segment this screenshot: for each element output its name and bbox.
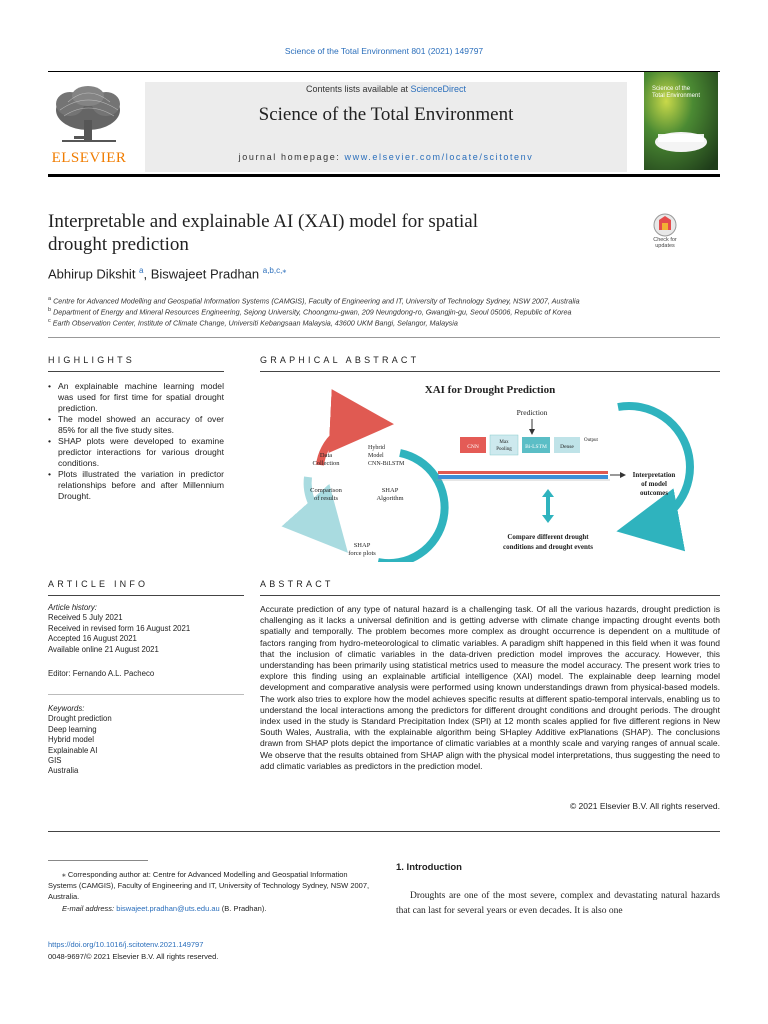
keyword-item[interactable]: Australia	[48, 766, 79, 776]
highlights-rule	[48, 371, 224, 372]
email-suffix: (B. Pradhan).	[219, 904, 267, 913]
corresponding-footnote	[48, 869, 378, 902]
history-revised: Received in revised form 16 August 2021	[48, 623, 191, 633]
ga-interpretation-arc	[618, 406, 690, 527]
history-label: Article history:	[48, 603, 97, 612]
author-1[interactable]: Abhirup Dikshit	[48, 266, 140, 282]
ga-double-arrow	[542, 489, 554, 523]
ga-data-collection-2: Collection	[312, 460, 340, 467]
ga-interp-1: Interpretation	[632, 471, 676, 479]
introduction-text	[396, 889, 720, 918]
journal-cover-image[interactable]	[644, 72, 718, 170]
highlight-item: • An explainable machine learning model was used for first time for spatial drought prediction.	[48, 381, 224, 414]
abstract-rule	[260, 595, 720, 596]
cycle-arc-light	[320, 507, 332, 535]
footnote-rule	[48, 860, 148, 861]
email-label: E-mail address:	[62, 904, 117, 913]
affiliation-text: Centre for Advanced Modelling and Geospatial Information Systems (CAMGIS), Faculty of Engineering and IT, University of Technology Sydney, NSW 2007, Australia	[53, 296, 580, 306]
cycle-arc-teal	[378, 453, 445, 562]
ga-interp-2: of model	[641, 480, 667, 488]
author-separator: ,	[143, 266, 151, 282]
article-history	[48, 603, 244, 655]
ga-maxpool-2: Pooling	[496, 447, 512, 452]
keyword-item[interactable]: Drought prediction	[48, 714, 112, 724]
highlight-item: • Plots illustrated the variation in predictor relationships before and after Millennium Drought.	[48, 469, 224, 502]
ga-shap-alg-2: Algorithm	[376, 495, 404, 502]
affiliation-mark: b	[48, 307, 52, 313]
email-line	[62, 904, 266, 913]
highlight-item: • SHAP plots were developed to examine predictor interactions for various drought conditions.	[48, 436, 224, 469]
homepage-line	[145, 152, 627, 162]
ga-title: XAI for Drought Prediction	[424, 384, 556, 396]
sciencedirect-link[interactable]: ScienceDirect	[410, 84, 467, 94]
ga-shap-force-2: force plots	[348, 550, 376, 557]
elsevier-wordmark: ELSEVIER	[51, 150, 127, 166]
ga-compare-2: conditions and drought events	[503, 543, 593, 551]
ga-dense-label: Dense	[560, 444, 574, 450]
doi-link[interactable]: https://doi.org/10.1016/j.scitotenv.2021.149797	[48, 940, 204, 949]
keywords-rule	[48, 694, 244, 695]
graphical-abstract-heading: GRAPHICAL ABSTRACT	[260, 355, 420, 365]
highlights-heading: HIGHLIGHTS	[48, 355, 136, 365]
homepage-link[interactable]: www.elsevier.com/locate/scitotenv	[344, 152, 534, 162]
highlight-item: • The model showed an accuracy of over 85% for all the five study sites.	[48, 414, 224, 436]
footnote-mark: ⁎	[62, 870, 66, 879]
affiliation-text: Department of Energy and Mineral Resources Engineering, Sejong University, Choongmu-gwan, 209 Neungdong-ro, Gwangjin-gu, Seoul 05006, Republic of Korea	[53, 307, 572, 317]
ga-cnn-label: CNN	[467, 444, 479, 450]
journal-citation[interactable]: Science of the Total Environment 801 (2021) 149797	[284, 46, 484, 56]
check-updates-icon	[646, 212, 684, 238]
keyword-item[interactable]: GIS	[48, 756, 62, 766]
elsevier-logo[interactable]	[48, 80, 130, 168]
ga-compare-1: Compare different drought	[507, 533, 589, 541]
ga-hybrid-1: Hybrid	[368, 445, 385, 451]
abstract-heading: ABSTRACT	[260, 579, 334, 589]
affiliation-mark: a	[48, 296, 52, 302]
cover-title-2: Total Environment	[652, 93, 701, 99]
issn-line: 0048-9697/© 2021 Elsevier B.V. All rights reserved.	[48, 952, 219, 961]
article-info-heading: ARTICLE INFO	[48, 579, 149, 589]
ga-maxpool-box	[490, 435, 518, 455]
author-1-affil[interactable]: a	[139, 266, 144, 275]
article-title	[48, 210, 568, 256]
journal-name: Science of the Total Environment	[258, 104, 514, 125]
article-info-rule	[48, 595, 244, 596]
history-online: Available online 21 August 2021	[48, 644, 159, 654]
affiliation-mark: c	[48, 318, 51, 324]
ga-force-bar-red	[438, 471, 608, 474]
highlights-list	[48, 381, 224, 502]
author-list	[48, 266, 286, 281]
editor-line: Editor: Fernando A.L. Pacheco	[48, 669, 155, 678]
email-link[interactable]: biswajeet.pradhan@uts.edu.au	[116, 904, 220, 913]
keyword-item[interactable]: Deep learning	[48, 724, 97, 734]
title-line-2: drought prediction	[48, 234, 189, 255]
ga-hybrid-2: Model	[368, 453, 384, 459]
check-for-updates-button[interactable]	[646, 212, 684, 252]
contents-line	[145, 84, 627, 94]
cover-title-1: Science of the	[652, 86, 691, 92]
ga-hybrid-3: CNN-BiLSTM	[368, 461, 405, 467]
history-received: Received 5 July 2021	[48, 613, 123, 623]
author-2-affil[interactable]: a,b,c,	[262, 266, 283, 275]
ga-shap-alg-1: SHAP	[381, 487, 399, 494]
affiliation-text: Earth Observation Center, Institute of Climate Change, Universiti Kebangsaan Malaysia, 43600 UKM Bangi, Selangor, Malaysia	[52, 318, 458, 328]
abstract-copyright: © 2021 Elsevier B.V. All rights reserved.	[569, 801, 720, 811]
ga-bilstm-label: Bi-LSTM	[525, 444, 547, 450]
introduction-heading: 1. Introduction	[396, 862, 462, 873]
ga-comparison-1: Comparison	[310, 487, 342, 494]
badge-line-2: updates	[655, 243, 675, 249]
header-top-rule	[48, 71, 720, 72]
title-divider	[48, 337, 720, 338]
ga-output-label: Output	[584, 438, 598, 443]
keywords-label: Keywords:	[48, 704, 85, 713]
ga-prediction-label: Prediction	[516, 408, 548, 417]
title-line-1: Interpretable and explainable AI (XAI) model for spatial	[48, 211, 478, 232]
ga-interp-3: outcomes	[640, 489, 668, 497]
keyword-item[interactable]: Explainable AI	[48, 745, 98, 755]
keyword-item[interactable]: Hybrid model	[48, 735, 94, 745]
corresponding-author-mark[interactable]: ⁎	[282, 266, 287, 275]
graphical-abstract-svg	[260, 377, 720, 562]
badge-line-1: Check for	[653, 237, 677, 243]
ga-data-collection-1: Data	[319, 452, 333, 459]
header-bottom-rule	[48, 174, 720, 177]
graphical-abstract-figure[interactable]	[260, 377, 720, 562]
abstract-bottom-rule	[48, 831, 720, 832]
graphical-abstract-rule	[260, 371, 720, 372]
affiliation-c	[48, 316, 728, 328]
abstract-text: Accurate prediction of any type of natural hazard is a challenging task. Of all the various hazards, drought prediction is challenging as it lacks a universal definition and is getting adverse with climate change impacting drought events both spatially and temporally. The problem becomes more complex as drought occurrence is dependent on a multitude of factors ranging from hydro-meteorological to climatic variables. A paradigm shift happened in this field when it was found that the inclusion of climatic variables in the data-driven prediction model improves the accuracy. However, this understanding has been primarily using statistical metrics used to measure the model accuracy. The present work tries to explore this finding using an explainable artificial intelligence (XAI) model. The explainable deep learning model development and comparative analysis were performed using known understandings drawn from physical-based models. The work also tries to explore how the model achieves specific results at different spatio-temporal intervals, enabling us to understand the local interactions among the predictors for different drought conditions and drought periods. The drought index used in the study is Standard Precipitation Index (SPI) at 12 month scales applied for five different regions in New South Wales, Australia, with the explainable algorithm being SHapley Additive exPlanations (SHAP). The conclusions drawn from SHAP plots depict the importance of climatic variables at a monthly scale and varying ranges of annual scale. We observe that the results obtained from SHAP align with the physical model interpretations, thus suggesting the need to add climatic variables as predictors in the prediction model.	[260, 604, 720, 771]
keywords-block	[48, 704, 244, 777]
ga-shap-force-1: SHAP	[353, 542, 371, 549]
ga-force-bar-blue	[438, 475, 608, 479]
homepage-prefix: journal homepage:	[238, 152, 345, 162]
history-accepted: Accepted 16 August 2021	[48, 634, 137, 644]
author-2[interactable]: Biswajeet Pradhan	[150, 266, 263, 282]
contents-prefix: Contents lists available at	[305, 84, 411, 94]
ga-maxpool-1: Max	[499, 440, 509, 445]
introduction-paragraph: Droughts are one of the most severe, complex and devastating natural hazards that can last for several years or even decades. It is also one	[396, 891, 720, 916]
footnote-text: Corresponding author at: Centre for Advanced Modelling and Geospatial Information Systems (CAMGIS), Faculty of Engineering and IT, University of Technology Sydney, NSW 2007, Australia.	[48, 870, 370, 901]
ga-comparison-2: of results	[313, 495, 339, 502]
